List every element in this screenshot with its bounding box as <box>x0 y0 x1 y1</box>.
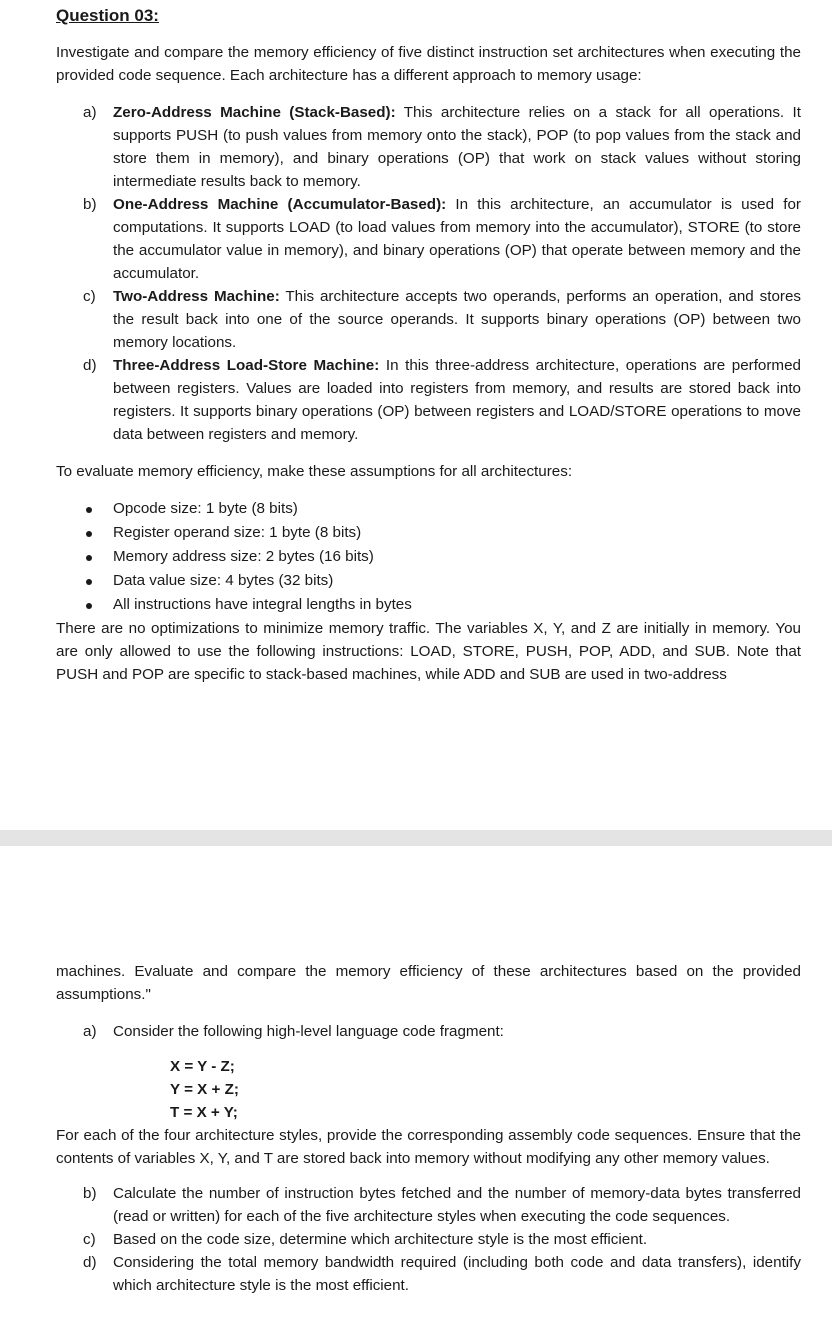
architecture-name: Two-Address Machine: <box>113 288 280 305</box>
task-item-c <box>56 1228 801 1251</box>
bullet-icon <box>86 531 92 537</box>
task-text: Considering the total memory bandwidth required (including both code and data transfers), identify which architecture style is the most efficient. <box>113 1254 801 1294</box>
assumptions-intro: To evaluate memory efficiency, make these assumptions for all architectures: <box>56 463 573 480</box>
after-code-paragraph: For each of the four architecture styles, provide the corresponding assembly code sequences. Ensure that the contents of variables X, Y, and T are stored back into memory without modifying any other memory values. <box>56 1127 801 1167</box>
assumption-text: Data value size: 4 bytes (32 bits) <box>113 572 334 589</box>
list-marker: d) <box>83 357 97 374</box>
code-line: X = Y - Z; <box>170 1058 235 1075</box>
list-marker: c) <box>83 1231 96 1248</box>
list-marker: a) <box>83 104 97 121</box>
architecture-item-b <box>56 193 801 285</box>
page-separator <box>0 830 832 846</box>
architecture-name: Zero-Address Machine (Stack-Based): <box>113 104 396 121</box>
assumption-item <box>56 593 801 617</box>
page-2 <box>0 846 832 1339</box>
task-item-d <box>56 1251 801 1297</box>
assumption-item <box>56 521 801 545</box>
list-marker: a) <box>83 1023 97 1040</box>
architecture-name: One-Address Machine (Accumulator-Based): <box>113 196 447 213</box>
question-title: Question 03: <box>56 6 159 25</box>
task-item-a <box>56 1020 801 1043</box>
assumption-text: All instructions have integral lengths in bytes <box>113 596 412 613</box>
list-marker: c) <box>83 288 96 305</box>
assumption-item <box>56 497 801 521</box>
architecture-item-a <box>56 101 801 193</box>
constraints-paragraph-part1: There are no optimizations to minimize memory traffic. The variables X, Y, and Z are initially in memory. You are only allowed to use the following instructions: LOAD, STORE, PUSH, POP, ADD, and SUB. Note that PUSH and POP are specific to stack-based machines, while ADD and SUB are used in two-address <box>56 620 801 683</box>
bullet-icon <box>86 555 92 561</box>
task-list <box>56 1182 801 1297</box>
architecture-list <box>56 101 801 446</box>
page-1-content <box>56 4 801 686</box>
code-line: T = X + Y; <box>170 1104 238 1121</box>
architecture-description: This architecture relies on a stack for all operations. It supports PUSH (to push values from memory onto the stack), POP (to pop values from the stack and store them in memory), and binary operations (OP) that work on stack values without storing intermediate results back to memory. <box>113 104 801 190</box>
assumption-item <box>56 545 801 569</box>
architecture-description: In this architecture, an accumulator is used for computations. It supports LOAD (to load values from memory into the accumulator), STORE (to store the accumulator value in memory), and binary operations (OP) that operate between memory and the accumulator. <box>113 196 801 282</box>
bullet-icon <box>86 579 92 585</box>
task-text: Calculate the number of instruction bytes fetched and the number of memory-data bytes transferred (read or written) for each of the five architecture styles when executing the code sequences. <box>113 1185 801 1225</box>
architecture-item-d <box>56 354 801 446</box>
constraints-paragraph-part2: machines. Evaluate and compare the memory efficiency of these architectures based on the provided assumptions." <box>56 963 801 1003</box>
code-fragment <box>56 1055 801 1124</box>
task-item-b <box>56 1182 801 1228</box>
page-2-content <box>56 960 801 1297</box>
architecture-description: This architecture accepts two operands, performs an operation, and stores the result back into one of the source operands. It supports binary operations (OP) between two memory locations. <box>113 288 801 351</box>
assumption-text: Opcode size: 1 byte (8 bits) <box>113 500 298 517</box>
bullet-icon <box>86 603 92 609</box>
task-text: Based on the code size, determine which architecture style is the most efficient. <box>113 1231 648 1248</box>
list-marker: b) <box>83 196 97 213</box>
assumption-item <box>56 569 801 593</box>
architecture-description: In this three-address architecture, operations are performed between registers. Values are loaded into registers from memory, and results are stored back into registers. It supports binary operations (OP) between registers and LOAD/STORE operations to move data between registers and memory. <box>113 357 801 443</box>
bullet-icon <box>86 507 92 513</box>
assumptions-list <box>56 497 801 617</box>
code-line: Y = X + Z; <box>170 1081 239 1098</box>
assumption-text: Register operand size: 1 byte (8 bits) <box>113 524 362 541</box>
intro-paragraph: Investigate and compare the memory efficiency of five distinct instruction set architectures when executing the provided code sequence. Each architecture has a different approach to memory usage: <box>56 44 801 84</box>
architecture-item-c <box>56 285 801 354</box>
architecture-name: Three-Address Load-Store Machine: <box>113 357 380 374</box>
list-marker: d) <box>83 1254 97 1271</box>
task-text: Consider the following high-level language code fragment: <box>113 1023 504 1040</box>
assumption-text: Memory address size: 2 bytes (16 bits) <box>113 548 374 565</box>
list-marker: b) <box>83 1185 97 1202</box>
